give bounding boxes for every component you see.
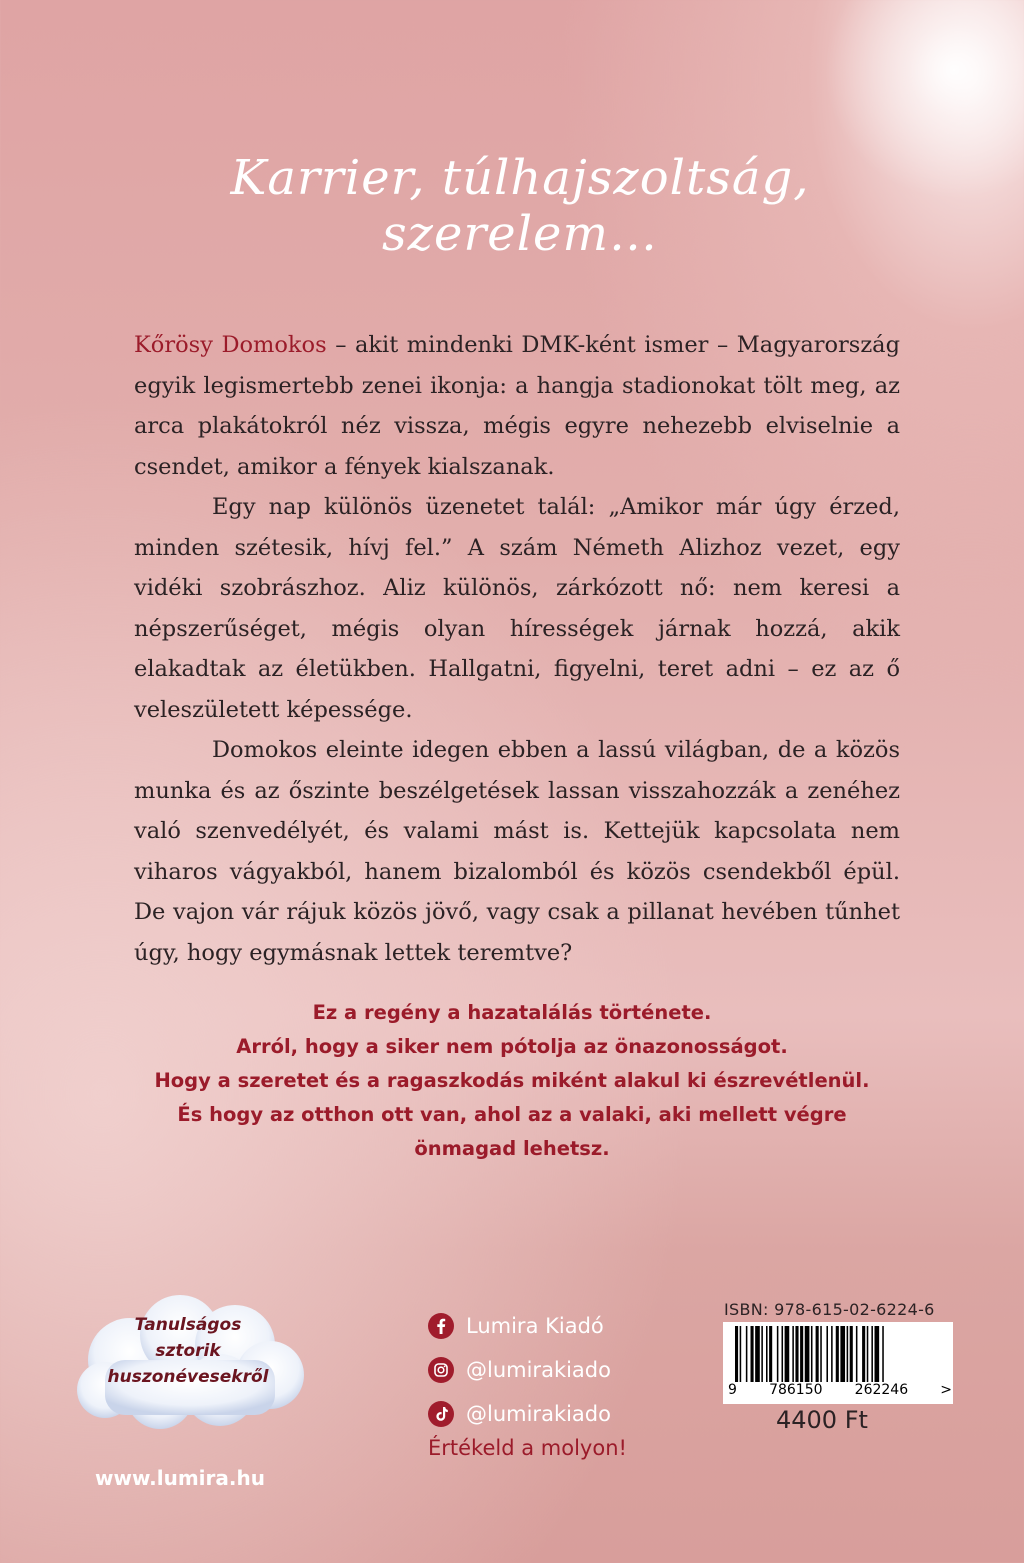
blurb-paragraph-2: Egy nap különös üzenetet talál: „Amikor már úgy érzed, minden szétesik, hívj fel.” A szám Németh Alizhoz vezet, egy vidéki szobrászhoz. Aliz különös, zárkózott nő: nem keresi a népszerűséget, mégis olyan hírességek járnak hozzá, akik elakadtak az életükben. Hallgatni, figyelni, teret adni – ez az ő veleszületett képessége. [134,494,900,723]
review-link[interactable]: Értékeld a molyon! [428,1436,627,1460]
blurb [134,325,900,973]
tiktok-icon [428,1401,454,1427]
social-tiktok[interactable] [428,1392,611,1436]
barcode-bar [755,1326,760,1386]
social-instagram[interactable] [428,1348,611,1392]
barcode-bar [871,1326,873,1386]
quote-line: önmagad lehetsz. [414,1137,610,1160]
blurb-paragraph-1-text: – akit mindenki DMK-ként ismer – Magyarország egyik legismertebb zenei ikonja: a hangja stadionokat tölt meg, az arca plakátokról néz vissza, mégis egyre nehezebb elviselnie a csendet, amikor a fények kialszanak. [134,332,901,480]
isbn: ISBN: 978-615-02-6224-6 [724,1300,935,1319]
price: 4400 Ft [776,1406,868,1434]
tagline: Karrier, túlhajszoltság, szerelem… [230,150,810,262]
social-links [428,1304,611,1436]
cloud-line: Tanulságos [134,1315,242,1335]
social-facebook[interactable] [428,1304,611,1348]
quote-line: Ez a regény a hazatalálás története. [312,1001,712,1024]
barcode-bar [847,1326,849,1386]
blurb-paragraph-1 [134,325,900,487]
facebook-label: Lumira Kiadó [466,1314,604,1338]
barcode-first-digit: 9 [728,1382,737,1398]
barcode-bar [751,1326,754,1386]
barcode-bar [805,1326,810,1386]
quote-line: Arról, hogy a siker nem pótolja az önazonosságot. [236,1035,788,1058]
barcode-group-1: 786150 [769,1382,823,1398]
cloud-line: sztorik [155,1341,221,1361]
barcode-bar [862,1326,865,1386]
barcode-bar [816,1326,819,1386]
barcode-bar [795,1326,798,1386]
barcode-group-2: 262246 [854,1382,909,1398]
barcode-bar [831,1326,833,1386]
blurb-paragraph-3: Domokos eleinte idegen ebben a lassú világban, de a közös munka és az őszinte beszélgetések lassan visszahozzák a zenéhez való szenvedélyét, és valami mást is. Kettejük kapcsolata nem viharos vágyakból, hanem bizalomból és közös csendekből épül. De vajon vár rájuk közös jövő, vagy csak a pillanat hevében tűnhet úgy, hogy egymásnak lettek teremtve? [134,737,900,966]
barcode-bar [867,1326,869,1386]
barcode-bar [856,1326,858,1386]
barcode-bar [826,1326,828,1386]
barcode-bar [782,1326,784,1386]
barcode-bar [875,1326,880,1386]
cloud-badge-text [78,1312,298,1390]
quote-line: És hogy az otthon ott van, ahol az a valaki, aki mellett végre [177,1103,847,1126]
barcode-bar [785,1326,790,1386]
barcode-bar [850,1326,853,1386]
barcode-bar [766,1326,768,1386]
quote-line: Hogy a szeretet és a ragaszkodás miként alakul ki észrevétlenül. [154,1069,870,1092]
website-link[interactable]: www.lumira.hu [95,1466,265,1490]
barcode-bar [836,1326,839,1386]
barcode-bar [761,1326,763,1386]
barcode-end-mark: > [940,1382,952,1398]
instagram-icon [428,1357,454,1383]
barcode-bar [777,1326,779,1386]
protagonist-name: Kőrösy Domokos [134,332,327,358]
tiktok-label: @lumirakiado [466,1402,611,1426]
barcode-bar [792,1326,794,1386]
instagram-label: @lumirakiado [466,1358,611,1382]
cloud-line: huszonévesekről [107,1367,269,1387]
barcode-bar [746,1326,748,1386]
barcode-bar [820,1326,822,1386]
highlight-quote [112,996,912,1166]
barcode-number [728,1382,952,1398]
facebook-icon [428,1313,454,1339]
barcode-bar [800,1326,803,1386]
barcode-bar [769,1326,772,1386]
barcode-bar [840,1326,845,1386]
